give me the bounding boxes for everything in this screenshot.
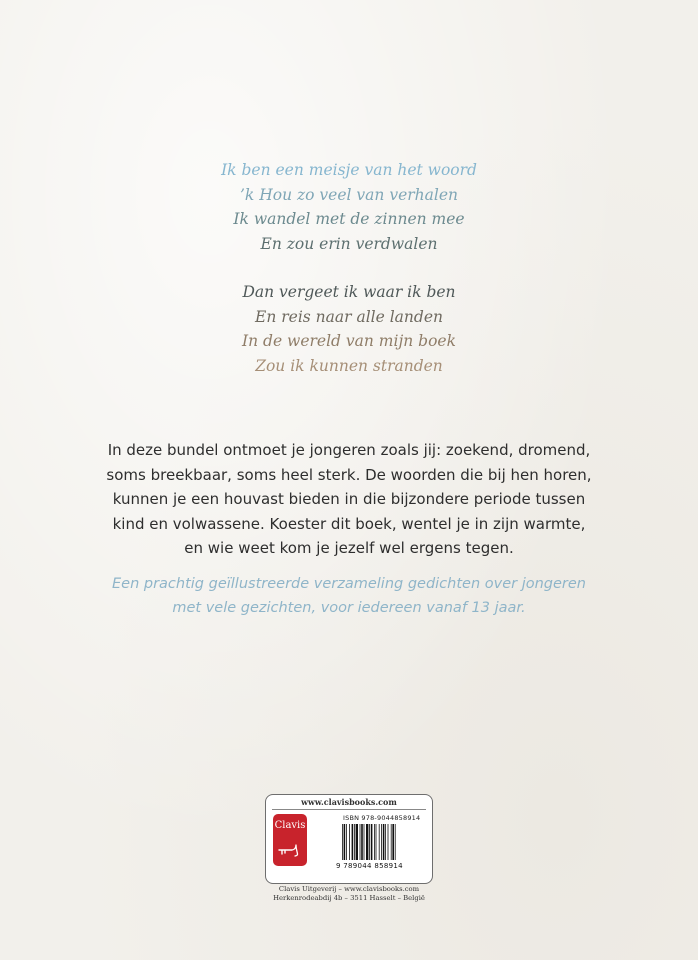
barcode-bar xyxy=(349,824,350,860)
barcode-bar xyxy=(361,824,363,860)
barcode-bar xyxy=(360,824,361,860)
barcode-bar xyxy=(366,824,368,860)
publisher-line-2: Herkenrodeabdij 4b – 3511 Hasselt – België xyxy=(273,894,425,902)
tagline-line: met vele gezichten, voor iedereen vanaf 13 jaar. xyxy=(172,600,526,616)
publisher-address xyxy=(0,885,698,903)
blurb-line: In deze bundel ontmoet je jongeren zoals jij: zoekend, dromend, xyxy=(107,441,591,459)
poem-line: Ik wandel met de zinnen mee xyxy=(233,210,465,228)
publisher-line-1: Clavis Uitgeverij – www.clavisbooks.com xyxy=(278,885,420,893)
barcode-bar xyxy=(376,824,377,860)
barcode-bar xyxy=(356,824,358,860)
barcode-bar xyxy=(344,824,346,860)
barcode-bar xyxy=(352,824,354,860)
barcode-bar xyxy=(395,824,396,860)
poem-line: Dan vergeet ik waar ik ben xyxy=(242,283,456,301)
barcode xyxy=(342,824,424,860)
barcode-bar xyxy=(342,824,343,860)
barcode-bar xyxy=(346,824,347,860)
barcode-bar xyxy=(374,824,375,860)
barcode-bar xyxy=(391,824,392,860)
tagline xyxy=(0,572,698,620)
barcode-bar xyxy=(383,824,385,860)
poem-stanza-2 xyxy=(0,280,698,378)
tagline-line: Een prachtig geïllustreerde verzameling gedichten over jongeren xyxy=(112,576,586,592)
barcode-bar xyxy=(364,824,365,860)
barcode-bar xyxy=(392,824,394,860)
blurb-line: soms breekbaar, soms heel sterk. De woorden die bij hen horen, xyxy=(106,465,592,484)
barcode-bar xyxy=(388,824,389,860)
poem-line: En reis naar alle landen xyxy=(255,307,443,326)
clavis-logo xyxy=(273,814,307,866)
barcode-bar xyxy=(379,824,380,860)
publisher-url: www.clavisbooks.com xyxy=(301,797,397,807)
logo-text: Clavis xyxy=(274,820,306,831)
barcode-label xyxy=(265,794,433,884)
blurb-paragraph xyxy=(0,438,698,561)
blurb-line: en wie weet kom je jezelf wel ergens tegen. xyxy=(184,539,514,557)
blurb-line: kunnen je een houvast bieden in die bijzondere periode tussen xyxy=(112,490,586,508)
barcode-digits: 9 789044 858914 xyxy=(336,862,403,870)
isbn-text: ISBN 978-9044858914 xyxy=(343,814,421,822)
poem-line: Ik ben een meisje van het woord xyxy=(221,161,477,179)
poem-stanza-1 xyxy=(0,158,698,256)
blurb-line: kind en volwassene. Koester dit boek, wentel je in zijn warmte, xyxy=(112,514,586,533)
barcode-bar xyxy=(354,824,355,860)
poem-line: ’k Hou zo veel van verhalen xyxy=(240,185,458,204)
barcode-bar xyxy=(371,824,373,860)
poem-line: In de wereld van mijn boek xyxy=(242,332,456,350)
barcode-bar xyxy=(385,824,386,860)
poem xyxy=(0,158,698,402)
barcode-bar xyxy=(369,824,370,860)
barcode-bar xyxy=(381,824,382,860)
poem-line: Zou ik kunnen stranden xyxy=(255,356,443,375)
poem-line: En zou erin verdwalen xyxy=(260,234,438,253)
key-icon xyxy=(278,841,302,859)
label-divider xyxy=(272,809,426,810)
